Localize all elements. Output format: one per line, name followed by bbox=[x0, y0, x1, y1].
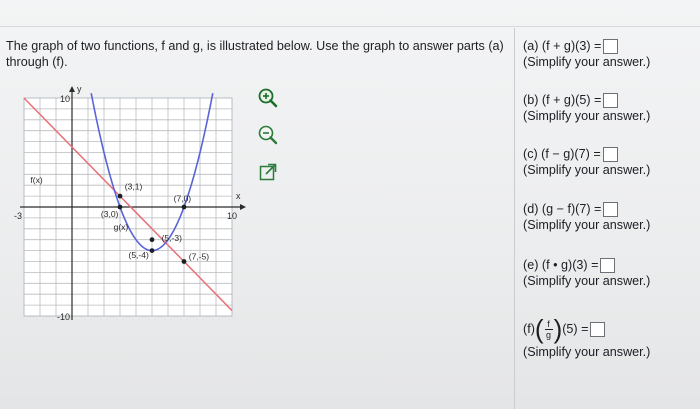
point-7-neg5-marker bbox=[182, 259, 187, 264]
point-label-3-1: (3,1) bbox=[124, 181, 143, 192]
answer-d-hint: (Simplify your answer.) bbox=[523, 218, 651, 232]
answer-e bbox=[523, 257, 698, 289]
g-curve-label: g(x) bbox=[113, 221, 129, 232]
answer-c bbox=[523, 146, 698, 178]
answer-a-input[interactable] bbox=[603, 39, 618, 54]
y-axis-label: y bbox=[77, 84, 82, 94]
fraction-denominator: g bbox=[546, 329, 552, 340]
point-3-1-marker bbox=[118, 194, 123, 199]
graph-svg bbox=[0, 80, 250, 330]
popout-icon bbox=[258, 162, 278, 182]
point-5-neg4-marker bbox=[150, 248, 155, 253]
answer-b-label: (b) (f + g)(5) = bbox=[523, 93, 602, 107]
function-graph bbox=[0, 80, 250, 330]
top-divider bbox=[0, 26, 700, 27]
answer-a bbox=[523, 38, 698, 70]
x-tick-left: -3 bbox=[13, 211, 22, 221]
answer-a-hint: (Simplify your answer.) bbox=[523, 55, 651, 69]
answer-b-hint: (Simplify your answer.) bbox=[523, 109, 651, 123]
y-tick-top: 10 bbox=[59, 94, 70, 104]
answer-f bbox=[523, 314, 698, 360]
point-label-3-0: (3,0) bbox=[100, 208, 119, 219]
point-label-5-neg3: (5,-3) bbox=[161, 232, 182, 243]
fraction-numerator: f bbox=[547, 318, 550, 329]
point-7-0-marker bbox=[182, 205, 187, 210]
y-tick-bottom: -10 bbox=[56, 312, 70, 322]
answer-e-input[interactable] bbox=[600, 258, 615, 273]
zoom-in-button[interactable] bbox=[257, 87, 279, 109]
answer-d bbox=[523, 201, 698, 233]
answer-f-suffix: (5) = bbox=[562, 322, 589, 336]
x-axis-arrow bbox=[240, 204, 246, 210]
answer-e-hint: (Simplify your answer.) bbox=[523, 274, 651, 288]
answer-c-input[interactable] bbox=[603, 147, 618, 162]
answer-c-label: (c) (f − g)(7) = bbox=[523, 147, 601, 161]
answer-b bbox=[523, 92, 698, 124]
point-label-5-neg4: (5,-4) bbox=[128, 250, 149, 261]
answer-b-input[interactable] bbox=[603, 93, 618, 108]
open-paren: ( bbox=[534, 314, 544, 344]
y-axis-arrow bbox=[69, 86, 75, 92]
answer-f-hint: (Simplify your answer.) bbox=[523, 345, 651, 359]
popout-button[interactable] bbox=[257, 161, 279, 183]
zoom-out-button[interactable] bbox=[257, 124, 279, 146]
answer-d-label: (d) (g − f)(7) = bbox=[523, 202, 602, 216]
answer-f-input[interactable] bbox=[590, 322, 605, 337]
panel-divider bbox=[514, 28, 515, 409]
x-tick-right: 10 bbox=[226, 211, 238, 221]
point-label-7-0: (7,0) bbox=[173, 193, 192, 204]
zoom-out-icon bbox=[258, 125, 278, 145]
fraction-f-over-g bbox=[545, 319, 553, 340]
answer-f-prefix: (f) bbox=[523, 322, 535, 336]
answer-e-label: (e) (f • g)(3) = bbox=[523, 258, 599, 272]
problem-statement: The graph of two functions, f and g, is illustrated below. Use the graph to answer parts (a) through (f). bbox=[6, 39, 504, 69]
zoom-in-icon bbox=[258, 88, 278, 108]
answer-c-hint: (Simplify your answer.) bbox=[523, 163, 651, 177]
point-label-7-neg5: (7,-5) bbox=[188, 251, 210, 262]
f-curve-label: f(x) bbox=[30, 175, 43, 186]
answer-a-label: (a) (f + g)(3) = bbox=[523, 39, 602, 53]
close-paren: ) bbox=[553, 314, 563, 344]
x-axis-label: x bbox=[236, 191, 241, 201]
answer-d-input[interactable] bbox=[603, 202, 618, 217]
point-5-neg3-marker bbox=[150, 237, 155, 242]
